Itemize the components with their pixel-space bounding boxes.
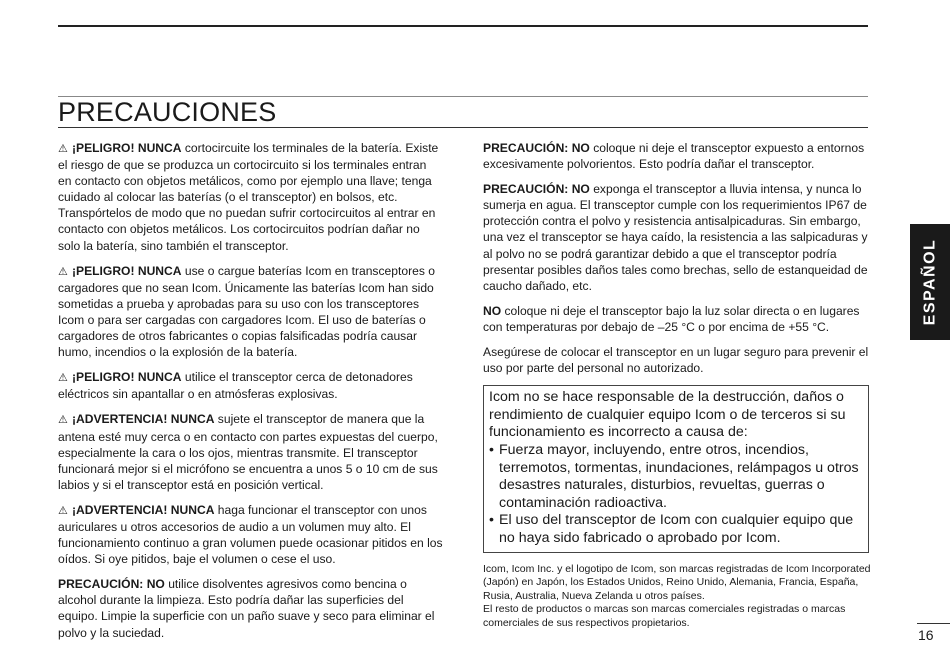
warning-triangle-icon: ⚠ [58, 372, 68, 385]
title-rule-bottom [58, 127, 868, 128]
precaution-paragraph [58, 263, 443, 361]
precaution-paragraph [58, 502, 443, 567]
precaution-lead: NO [483, 303, 502, 318]
disclaimer-item: • El uso del transceptor de Icom con cualquier equipo que no haya sido fabricado o aprobado por Icom. [489, 512, 862, 547]
right-column [483, 140, 871, 631]
page-number: 16 [918, 627, 934, 643]
precaution-lead: ¡PELIGRO! NUNCA [72, 141, 182, 155]
disclaimer-box [483, 385, 869, 552]
precaution-text: coloque ni deje el transceptor bajo la luz solar directa o en lugares con temperaturas por debajo de –25 °C o por encima de +55 °C. [483, 303, 860, 334]
precaution-text: use o cargue baterías Icom en transceptores o cargadores que no sean Icom. Únicamente las baterías Icom han sido sometidas a prueba y aprobadas para su uso con los transceptores Icom o para ser cargadas con cargadores Icom. El uso de baterías o cargadores de otros fabricantes o copias falsificadas podría causar humo, incendios o la explosión de la batería. [58, 263, 435, 360]
top-rule [58, 25, 868, 27]
precaution-text: Asegúrese de colocar el transceptor en un lugar seguro para prevenir el uso por parte del personal no autorizado. [483, 345, 869, 376]
precaution-paragraph [58, 411, 443, 492]
language-tab-label: ESPAÑOL [921, 238, 938, 326]
precaution-paragraph [58, 369, 443, 402]
trademark-notice: Icom, Icom Inc. y el logotipo de Icom, son marcas registradas de Icom Incorporated (Japón) en Japón, los Estados Unidos, Reino Unido, Alemania, Francia, España, Rusia, Australia, Nueva Zelanda u otros países. [483, 562, 871, 602]
precaution-text: exponga el transceptor a lluvia intensa, y nunca lo sumerja en agua. El transceptor cumple con los requerimientos IP67 de protección contra el polvo y resistencia antisalpicaduras. Sin embargo, una vez el transceptor se haya caído, la resistencia a las salpicaduras y al polvo no se podrá garantizar debido a que el transceptor podría presentar posibles daños tales como brechas, sello de estanqueidad de caucho dañado, etc. [483, 182, 868, 293]
disclaimer-item: • Fuerza mayor, incluyendo, entre otros, incendios, terremotos, tormentas, inundaciones, relámpagos u otros desastres naturales, disturbios, revueltas, guerras o contaminación radioactiva. [489, 442, 862, 512]
precaution-lead: PRECAUCIÓN: NO [483, 141, 590, 155]
precaution-lead: ¡PELIGRO! NUNCA [72, 370, 182, 385]
precaution-paragraph [483, 344, 871, 376]
precaution-text: coloque ni deje el transceptor expuesto a entornos excesivamente polvorientos. Esto podría dañar el transceptor. [483, 141, 865, 172]
precaution-lead: PRECAUCIÓN: NO [483, 182, 590, 197]
precaution-text: utilice el transceptor cerca de detonadores eléctricos sin apantallar o en atmósferas explosivas. [58, 370, 413, 402]
precaution-lead: ¡PELIGRO! NUNCA [72, 263, 182, 278]
precaution-paragraph [483, 303, 871, 335]
disclaimer-list [489, 442, 862, 548]
warning-triangle-icon: ⚠ [58, 414, 68, 427]
precaution-text: utilice disolventes agresivos como bencina o alcohol durante la limpieza. Esto podría dañar las superficies del equipo. Limpie la superficie con un paño suave y seco para eliminar el polvo y la suciedad. [58, 577, 435, 640]
precaution-paragraph [483, 140, 871, 172]
precaution-paragraph [58, 576, 443, 640]
warning-triangle-icon: ⚠ [58, 504, 68, 517]
warning-triangle-icon: ⚠ [58, 265, 68, 278]
precaution-lead: ¡ADVERTENCIA! NUNCA [72, 502, 215, 517]
precaution-paragraph [483, 181, 871, 294]
trademark-notice: El resto de productos o marcas son marcas comerciales registradas o marcas comerciales de sus respectivos propietarios. [483, 603, 846, 629]
precaution-paragraph [58, 140, 443, 254]
precaution-text: haga funcionar el transceptor con unos auriculares u otros accesorios de audio a un volumen muy alto. El funcionamiento continuo a gran volumen puede ocasionar pitidos en los oídos. Si oye pitidos, baje el volumen o cese el uso. [58, 502, 443, 567]
warning-triangle-icon: ⚠ [58, 143, 68, 155]
precaution-text: cortocircuite los terminales de la batería. Existe el riesgo de que se produzca un cortocircuito si los terminales entran en contacto con objetos metálicos, como por ejemplo una llave; tenga cuidado al colocar las baterías (o el transceptor) en bolsos, etc. Transpórtelos de modo que no puedan sufrir cortocircuitos al entrar en contacto con objetos metálicos. Los cortocircuitos podrían dañar no solo la batería, sino también el transceptor. [58, 141, 439, 253]
precaution-lead: PRECAUCIÓN: NO [58, 577, 165, 592]
left-column [58, 140, 443, 650]
page-title: PRECAUCIONES [58, 97, 277, 127]
language-tab [910, 224, 950, 340]
precaution-text: sujete el transceptor de manera que la antena esté muy cerca o en contacto con partes expuestas del cuerpo, especialmente la cara o los ojos, mientras transmite. El transceptor funcionará mejor si el micrófono se encuentra a unos 5 o 10 cm de sus labios y si el transceptor está en posición vertical. [58, 412, 438, 492]
page-number-rule [917, 623, 950, 624]
disclaimer-intro: Icom no se hace responsable de la destrucción, daños o rendimiento de cualquier equipo Icom o de terceros si su funcionamiento es incorrecto a causa de: [489, 389, 846, 441]
precaution-lead: ¡ADVERTENCIA! NUNCA [72, 412, 215, 427]
